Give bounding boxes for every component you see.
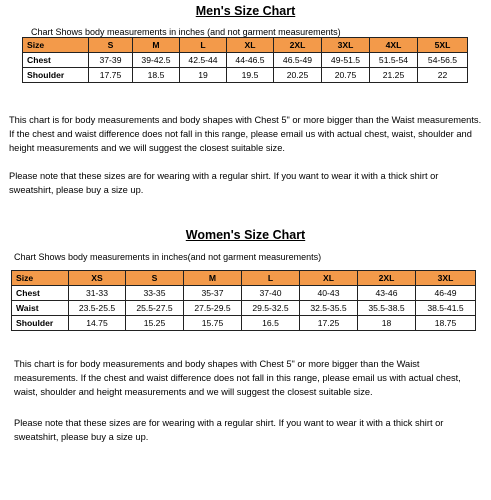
row-label: Chest [23, 53, 89, 68]
table-cell: 19.5 [227, 68, 274, 83]
men-size-table [22, 37, 468, 83]
table-cell: 32.5-35.5 [300, 301, 358, 316]
table-cell: 37-40 [242, 286, 300, 301]
table-cell: 17.75 [89, 68, 133, 83]
table-row [23, 53, 468, 68]
table-cell: 54-56.5 [418, 53, 468, 68]
table-header-cell: Size [23, 38, 89, 53]
table-cell: 35-37 [184, 286, 242, 301]
table-cell: 42.5-44 [180, 53, 227, 68]
table-cell: 18 [358, 316, 416, 331]
table-header-cell: L [180, 38, 227, 53]
table-cell: 15.25 [126, 316, 184, 331]
table-cell: 49-51.5 [322, 53, 370, 68]
women-size-table [11, 270, 476, 331]
table-header-cell: 2XL [274, 38, 322, 53]
table-cell: 22 [418, 68, 468, 83]
table-cell: 25.5-27.5 [126, 301, 184, 316]
men-fit-note: This chart is for body measurements and body shapes with Chest 5" or more bigger than the Waist measurements. If the chest and waist difference does not fall in this range, please email us with actual chest, waist, shoulder and height measurements and we will suggest the closest suitable size. [9, 115, 482, 153]
table-row [23, 68, 468, 83]
table-cell: 43-46 [358, 286, 416, 301]
table-cell: 37-39 [89, 53, 133, 68]
table-cell: 27.5-29.5 [184, 301, 242, 316]
table-header-cell: XL [227, 38, 274, 53]
women-table-header-row [12, 271, 476, 286]
table-cell: 33-35 [126, 286, 184, 301]
women-size-up-note: Please note that these sizes are for wearing with a regular shirt. If you want to wear it with a thick shirt or sweatshirt, please buy a size up. [14, 418, 444, 442]
row-label: Waist [12, 301, 69, 316]
table-header-cell: M [184, 271, 242, 286]
table-header-cell: 3XL [322, 38, 370, 53]
men-size-up-note: Please note that these sizes are for wearing with a regular shirt. If you want to wear it with a thick shirt or sweatshirt, please buy a size up. [9, 171, 439, 195]
table-header-cell: S [89, 38, 133, 53]
women-size-chart-title: Women's Size Chart [185, 228, 306, 242]
table-cell: 21.25 [370, 68, 418, 83]
table-header-cell: S [126, 271, 184, 286]
table-cell: 20.25 [274, 68, 322, 83]
table-cell: 38.5-41.5 [416, 301, 476, 316]
table-cell: 19 [180, 68, 227, 83]
row-label: Chest [12, 286, 69, 301]
women-fit-note: This chart is for body measurements and body shapes with Chest 5" or more bigger than the Waist measurements. If the chest and waist difference does not fall in this range, please email us with actual chest, waist, shoulder and height measurements and we will suggest the closest suitable size. [14, 359, 461, 397]
table-cell: 51.5-54 [370, 53, 418, 68]
table-cell: 29.5-32.5 [242, 301, 300, 316]
table-cell: 40-43 [300, 286, 358, 301]
women-chart-caption: Chart Shows body measurements in inches(and not garment measurements) [14, 252, 322, 262]
table-cell: 31-33 [69, 286, 126, 301]
table-header-cell: XS [69, 271, 126, 286]
table-header-cell: XL [300, 271, 358, 286]
table-cell: 39-42.5 [133, 53, 180, 68]
table-header-cell: 3XL [416, 271, 476, 286]
table-header-cell: L [242, 271, 300, 286]
table-cell: 14.75 [69, 316, 126, 331]
table-row [12, 301, 476, 316]
men-table-header-row [23, 38, 468, 53]
table-cell: 15.75 [184, 316, 242, 331]
table-row [12, 316, 476, 331]
table-cell: 17.25 [300, 316, 358, 331]
table-cell: 44-46.5 [227, 53, 274, 68]
table-cell: 46.5-49 [274, 53, 322, 68]
table-cell: 18.75 [416, 316, 476, 331]
table-header-cell: M [133, 38, 180, 53]
table-cell: 18.5 [133, 68, 180, 83]
men-size-chart-title: Men's Size Chart [195, 4, 296, 18]
table-header-cell: 2XL [358, 271, 416, 286]
table-cell: 20.75 [322, 68, 370, 83]
table-cell: 46-49 [416, 286, 476, 301]
table-header-cell: 5XL [418, 38, 468, 53]
men-chart-caption: Chart Shows body measurements in inches (and not garment measurements) [31, 27, 341, 37]
table-header-cell: Size [12, 271, 69, 286]
table-cell: 23.5-25.5 [69, 301, 126, 316]
table-cell: 35.5-38.5 [358, 301, 416, 316]
table-header-cell: 4XL [370, 38, 418, 53]
table-cell: 16.5 [242, 316, 300, 331]
table-row [12, 286, 476, 301]
row-label: Shoulder [12, 316, 69, 331]
row-label: Shoulder [23, 68, 89, 83]
